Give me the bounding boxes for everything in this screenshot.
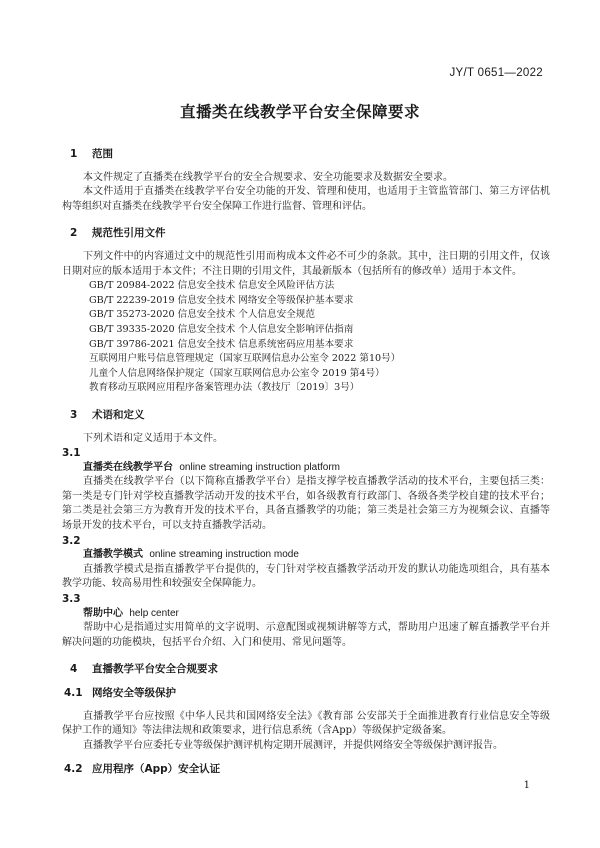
term-heading bbox=[62, 607, 550, 622]
reference-item: GB/T 39786-2021 信息安全技术 信息系统密码应用基本要求 bbox=[89, 338, 354, 350]
reference-item: GB/T 20984-2022 信息安全技术 信息安全风险评估方法 bbox=[89, 280, 335, 292]
page-number: 1 bbox=[523, 780, 530, 791]
reference-item: GB/T 35273-2020 信息安全技术 个人信息安全规范 bbox=[89, 309, 315, 321]
term-number: 3.3 bbox=[62, 593, 81, 606]
section-1-heading bbox=[62, 147, 550, 162]
document-body bbox=[62, 147, 550, 777]
subsection-number: 4.2 bbox=[64, 763, 83, 776]
reference-item: GB/T 22239-2019 信息安全技术 网络安全等级保护基本要求 bbox=[89, 294, 354, 306]
section-3-heading bbox=[62, 408, 550, 423]
reference-item: GB/T 39335-2020 信息安全技术 个人信息安全影响评估指南 bbox=[89, 323, 354, 335]
term-definition: 帮助中心是指通过实用简单的文字说明、示意配图或视频讲解等方式，帮助用户迅速了解直播教学平台并解决问题的功能模块，包括平台介绍、入门和使用、常见问题等。 bbox=[62, 622, 550, 648]
reference-item: 儿童个人信息网络保护规定（国家互联网信息办公室令 2019 第4号） bbox=[89, 367, 385, 379]
subsection-4-1-heading bbox=[62, 686, 550, 701]
term-definition: 直播教学模式是指直播教学平台提供的，专门针对学校直播教学活动开发的默认功能选项组合，具有基本教学功能、较高易用性和较强安全保障能力。 bbox=[62, 563, 550, 590]
paragraph: 下列文件中的内容通过文中的规范性引用而构成本文件必不可少的条款。其中，注日期的引用文件，仅该日期对应的版本适用于本文件；不注日期的引用文件，其最新版本（包括所有的修改单）适用于本文件。 bbox=[62, 250, 550, 277]
term-heading bbox=[62, 461, 550, 476]
term-number: 3.1 bbox=[62, 447, 81, 460]
section-number: 4 bbox=[70, 663, 78, 676]
subsection-4-2-heading bbox=[62, 762, 550, 777]
paragraph: 直播教学平台应按照《中华人民共和国网络安全法》《教育部 公安部关于全面推进教育行业信息安全等级保护工作的通知》等法律法规和政策要求，进行信息系统（含App）等级保护定级备案。 bbox=[62, 710, 550, 737]
paragraph: 下列术语和定义适用于本文件。 bbox=[83, 432, 223, 444]
section-number: 3 bbox=[70, 408, 78, 421]
term-definition: 直播类在线教学平台（以下简称直播教学平台）是指支撑学校直播教学活动的技术平台，主要包括三类：第一类是专门针对学校直播教学活动开发的技术平台，如各级教育行政部门、各级各类学校自建的技术平台；第二类是社会第三方为教育开发的技术平台，具备直播教学的功能；第三类是社会第三方为视频会议、直播等场景开发的技术平台，可以支持直播教学活动。 bbox=[62, 476, 550, 532]
term-chinese: 帮助中心 bbox=[83, 607, 123, 619]
term-english: help center bbox=[129, 607, 179, 619]
term-chinese: 直播教学模式 bbox=[83, 549, 143, 561]
section-4-heading bbox=[62, 662, 550, 677]
term-english: online streaming instruction mode bbox=[149, 549, 299, 561]
section-title: 术语和定义 bbox=[92, 408, 145, 421]
term-number: 3.2 bbox=[62, 534, 81, 547]
reference-item: 互联网用户账号信息管理规定（国家互联网信息办公室令 2022 第10号） bbox=[89, 353, 401, 365]
section-title: 直播教学平台安全合规要求 bbox=[92, 663, 218, 676]
paragraph: 本文件规定了直播类在线教学平台的安全合规要求、安全功能要求及数据安全要求。 bbox=[83, 171, 453, 183]
subsection-title: 应用程序（App）安全认证 bbox=[92, 763, 221, 776]
section-2-heading bbox=[62, 226, 550, 241]
subsection-title: 网络安全等级保护 bbox=[92, 687, 176, 699]
term-chinese: 直播类在线教学平台 bbox=[83, 461, 173, 473]
paragraph: 本文件适用于直播类在线教学平台安全功能的开发、管理和使用，也适用于主管监管部门、第三方评估机构等组织对直播类在线教学平台安全保障工作进行监督、管理和评估。 bbox=[62, 186, 550, 212]
section-number: 1 bbox=[70, 148, 78, 160]
term-heading bbox=[62, 548, 550, 563]
term-english: online streaming instruction platform bbox=[179, 461, 340, 473]
standard-number: JY/T 0651—2022 bbox=[449, 67, 543, 79]
subsection-number: 4.1 bbox=[64, 687, 83, 699]
reference-item: 教育移动互联网应用程序备案管理办法（教技厅〔2019〕3号） bbox=[89, 382, 360, 394]
section-title: 范围 bbox=[92, 148, 113, 160]
section-title: 规范性引用文件 bbox=[92, 227, 166, 240]
paragraph: 直播教学平台应委托专业等级保护测评机构定期开展测评，并提供网络安全等级保护测评报告。 bbox=[83, 739, 503, 751]
document-title: 直播类在线教学平台安全保障要求 bbox=[179, 103, 420, 121]
section-number: 2 bbox=[70, 227, 78, 240]
